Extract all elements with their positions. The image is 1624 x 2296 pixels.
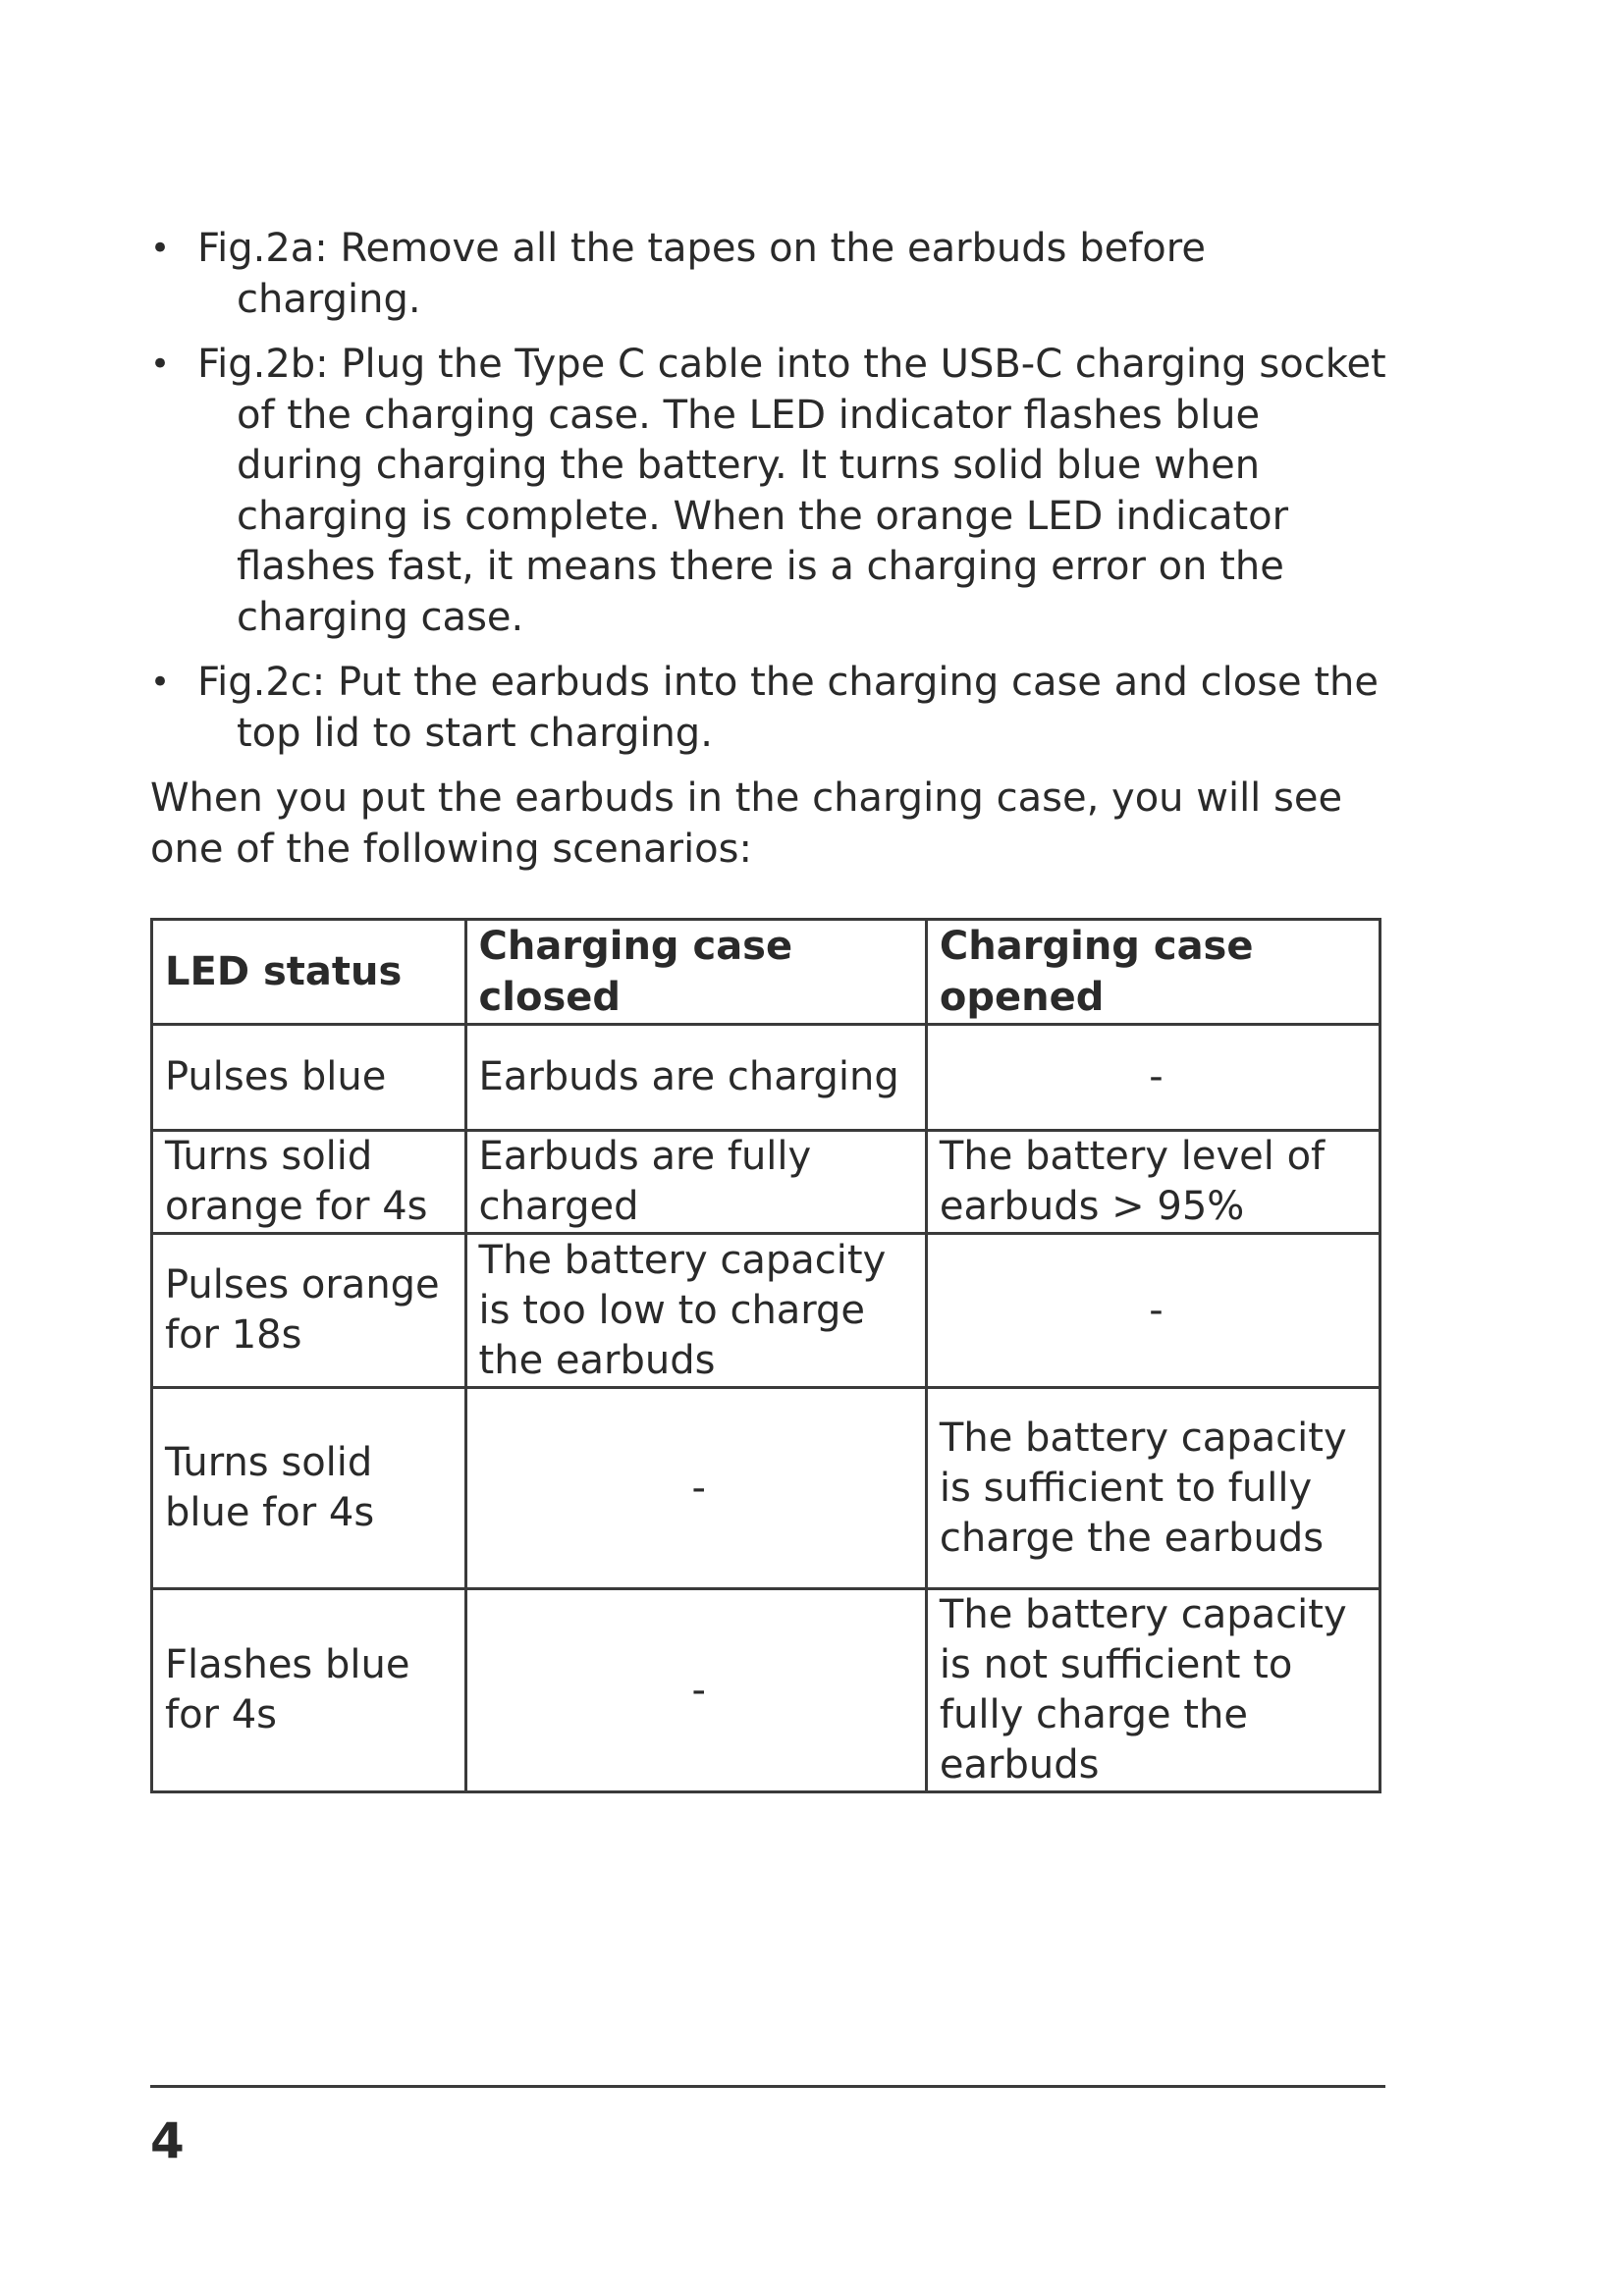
table-cell: - [465, 1388, 926, 1589]
list-item [150, 224, 1387, 325]
header-case-closed: Charging case closed [465, 920, 926, 1025]
bullet-text: Fig.2a: Remove all the tapes on the earbuds before charging. [197, 226, 1206, 322]
table-cell: The battery capacity is sufficient to fully charge the earbuds [926, 1388, 1380, 1589]
footer-divider [150, 2085, 1385, 2088]
table-cell: Turns solid orange for 4s [152, 1131, 466, 1234]
table-cell: The battery capacity is not sufficient to fully charge the earbuds [926, 1589, 1380, 1792]
table-cell: Pulses blue [152, 1025, 466, 1131]
bullet-icon: • [150, 229, 171, 268]
table-cell: Flashes blue for 4s [152, 1589, 466, 1792]
table-cell: - [926, 1234, 1380, 1388]
page-number: 4 [150, 2112, 185, 2169]
list-item [150, 340, 1387, 643]
table-row [152, 1025, 1380, 1131]
table-cell: - [465, 1589, 926, 1792]
bullet-icon: • [150, 663, 171, 702]
bullet-icon: • [150, 345, 171, 384]
header-led-status: LED status [152, 920, 466, 1025]
bullet-text: Fig.2b: Plug the Type C cable into the USB-C charging socket of the charging case. The LED indicator flashes blue during charging the battery. It turns solid blue when charging is complete. When the orange LED indicator flashes fast, it means there is a charging error on the charging case. [197, 342, 1386, 640]
header-case-opened: Charging case opened [926, 920, 1380, 1025]
bullet-text: Fig.2c: Put the earbuds into the charging case and close the top lid to start charging. [197, 660, 1380, 756]
instruction-list [150, 224, 1387, 759]
table-row [152, 1234, 1380, 1388]
page-content [150, 224, 1387, 1793]
table-cell: Earbuds are fully charged [465, 1131, 926, 1234]
table-row [152, 1388, 1380, 1589]
table-row [152, 1131, 1380, 1234]
table-cell: Pulses orange for 18s [152, 1234, 466, 1388]
intro-paragraph: When you put the earbuds in the charging case, you will see one of the following scenarios: [150, 775, 1343, 872]
table-cell: Turns solid blue for 4s [152, 1388, 466, 1589]
table-cell: The battery level of earbuds > 95% [926, 1131, 1380, 1234]
table-cell: - [926, 1025, 1380, 1131]
list-item [150, 658, 1387, 759]
table-header-row [152, 920, 1380, 1025]
table-cell: The battery capacity is too low to charge the earbuds [465, 1234, 926, 1388]
table-cell: Earbuds are charging [465, 1025, 926, 1131]
led-status-table [150, 918, 1381, 1793]
table-row [152, 1589, 1380, 1792]
